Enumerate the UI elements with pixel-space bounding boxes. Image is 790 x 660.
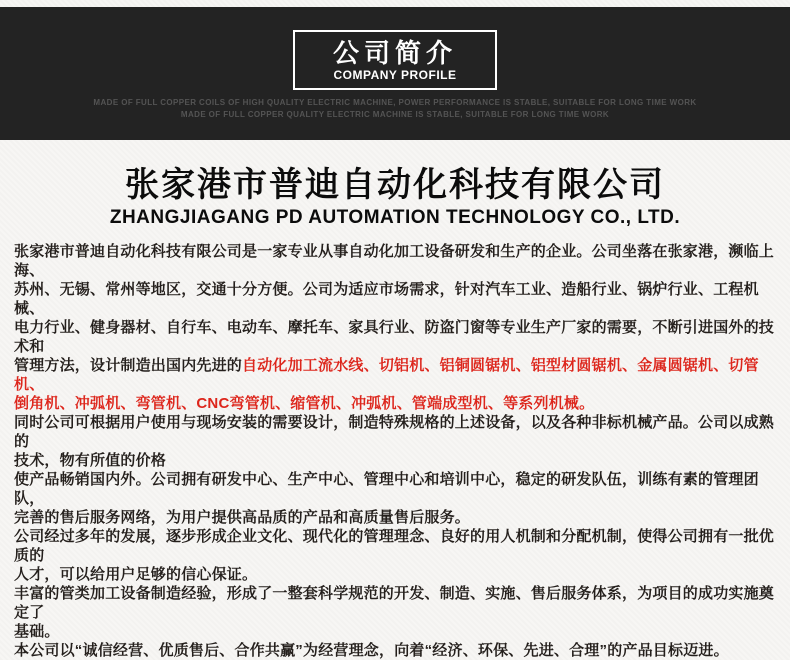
- body-line: [14, 451, 777, 470]
- body-segment: 张家港市普迪自动化科技有限公司是一家专业从事自动化加工设备研发和生产的企业。公司坐落在张家港，濒临上海、: [14, 243, 775, 279]
- tagline-line-1: MADE OF FULL COPPER COILS OF HIGH QUALITY ELECTRIC MACHINE, POWER PERFORMANCE IS STABLE, SUITABLE FOR LONG TIME WORK: [93, 98, 697, 107]
- body-line: [14, 622, 777, 641]
- body-segment: 使产品畅销国内外。公司拥有研发中心、生产中心、管理中心和培训中心，稳定的研发队伍，训练有素的管理团队，: [14, 471, 759, 507]
- company-profile-header-banner: [0, 7, 790, 140]
- body-segment: 人才，可以给用户足够的信心保证。: [14, 566, 258, 583]
- body-line: [14, 508, 777, 527]
- body-line: [14, 318, 777, 356]
- section-title-box: [293, 30, 497, 90]
- body-segment: 电力行业、健身器材、自行车、电动车、摩托车、家具行业、防盗门窗等专业生产厂家的需要，不断引进国外的技术和: [14, 319, 775, 355]
- body-line: [14, 394, 777, 413]
- body-line: [14, 280, 777, 318]
- header-taglines: [0, 97, 790, 121]
- body-line: [14, 356, 777, 394]
- body-line: [14, 527, 777, 565]
- body-segment: 公司经过多年的发展，逐步形成企业文化、现代化的管理理念、良好的用人机制和分配机制，使得公司拥有一批优质的: [14, 528, 775, 564]
- body-line: [14, 641, 777, 660]
- body-segment: 本公司以“诚信经营、优质售后、合作共赢”为经营理念，向着“经济、环保、先进、合理”的产品目标迈进。: [14, 642, 729, 659]
- body-line: [14, 242, 777, 280]
- body-segment: 基础。: [14, 623, 60, 640]
- body-text: [14, 242, 777, 660]
- company-name-en: ZHANGJIAGANG PD AUTOMATION TECHNOLOGY CO., LTD.: [109, 207, 681, 228]
- section-title-zh: 公司简介: [332, 37, 457, 68]
- body-line: [14, 565, 777, 584]
- body-segment: 丰富的管类加工设备制造经验，形成了一整套科学规范的开发、制造、实施、售后服务体系，为项目的成功实施奠定了: [14, 585, 775, 621]
- section-title-en: COMPANY PROFILE: [333, 67, 457, 82]
- body-segment: 管理方法，设计制造出国内先进的: [14, 357, 243, 374]
- tagline-line-2: MADE OF FULL COPPER QUALITY ELECTRIC MACHINE IS STABLE, SUITABLE FOR LONG TIME WORK: [180, 110, 610, 119]
- company-name-zh: 张家港市普迪自动化科技有限公司: [125, 166, 665, 204]
- body-segment: 苏州、无锡、常州等地区，交通十分方便。公司为适应市场需求，针对汽车工业、造船行业、锅炉行业、工程机械、: [14, 281, 759, 317]
- highlighted-machine-list: 倒角机、冲弧机、弯管机、CNC弯管机、缩管机、冲弧机、管端成型机、等系列机械。: [14, 395, 595, 412]
- body-line: [14, 470, 777, 508]
- body-segment: 同时公司可根据用户使用与现场安装的需要设计，制造特殊规格的上述设备，以及各种非标机械产品。公司以成熟的: [14, 414, 775, 450]
- body-line: [14, 413, 777, 451]
- highlighted-machine-list: 自动化加工流水线、切铝机、铝铜圆锯机、铝型材圆锯机、金属圆锯机、切管机、: [14, 357, 759, 393]
- body-line: [14, 584, 777, 622]
- body-segment: 完善的售后服务网络，为用户提供高品质的产品和高质量售后服务。: [14, 509, 471, 526]
- body-segment: 技术，物有所值的价格: [14, 452, 167, 469]
